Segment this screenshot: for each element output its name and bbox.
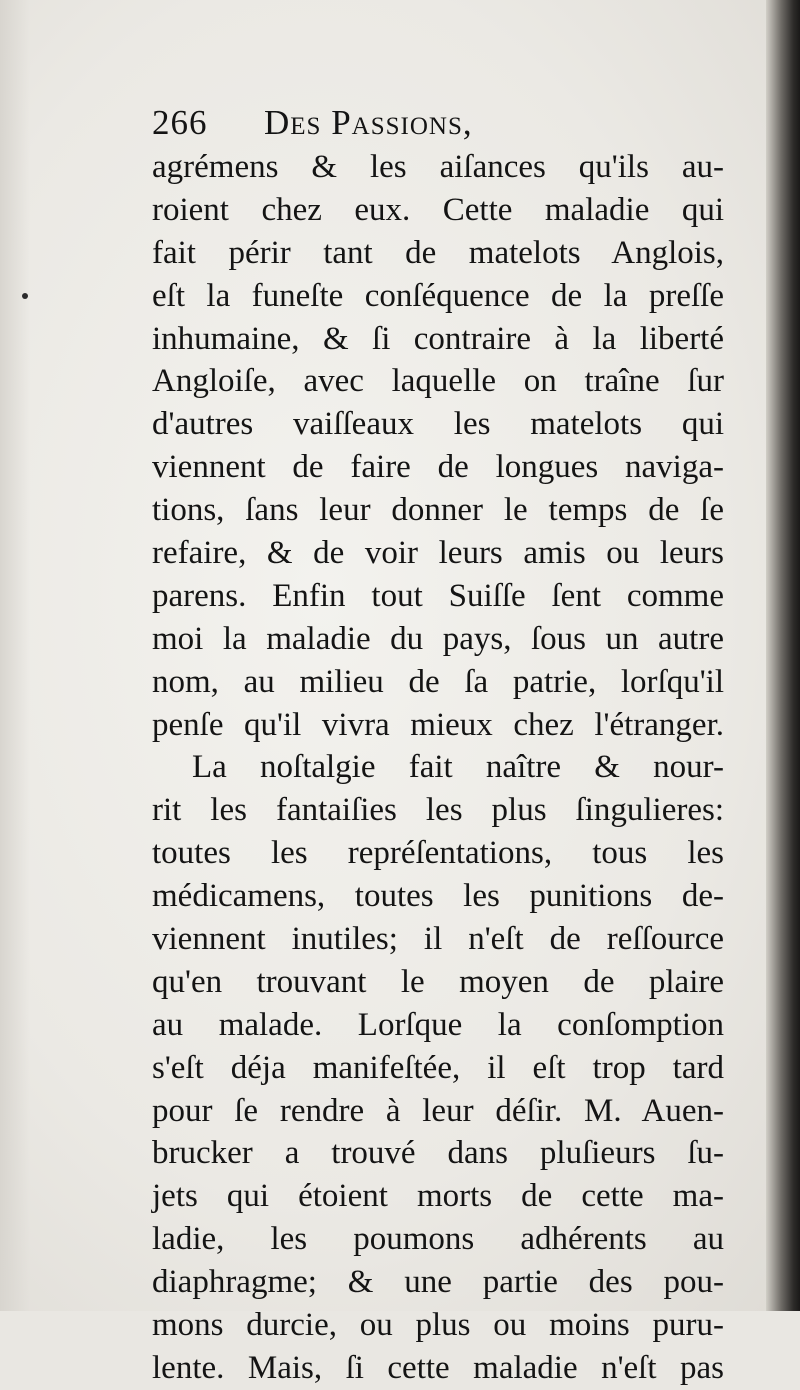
- text-line: ladie, les poumons adhérents au: [152, 1221, 724, 1258]
- text-line: brucker a trouvé dans pluſieurs ſu-: [152, 1135, 724, 1172]
- text-line: moi la maladie du pays, ſous un autre: [152, 620, 724, 657]
- paragraph-start-line: La noſtalgie fait naître & nour-: [192, 749, 724, 786]
- text-line: viennent inutiles; il n'eſt de reſſource: [152, 921, 724, 958]
- text-line: fait périr tant de matelots Anglois,: [152, 234, 724, 271]
- text-line: inhumaine, & ſi contraire à la liberté: [152, 320, 724, 357]
- text-line: lente. Mais, ſi cette maladie n'eſt pas: [152, 1349, 724, 1386]
- text-line: refaire, & de voir leurs amis ou leurs: [152, 535, 724, 572]
- text-line: nom, au milieu de ſa patrie, lorſqu'il: [152, 663, 724, 700]
- text-line: agrémens & les aiſances qu'ils au-: [152, 149, 724, 185]
- page-number: 266: [152, 103, 208, 142]
- text-line: pour ſe rendre à leur déſir. M. Auen-: [152, 1092, 724, 1129]
- text-line: eſt la funeſte conſéquence de la preſſe: [152, 277, 724, 314]
- text-line: rit les fantaiſies les plus ſingulieres:: [152, 792, 724, 829]
- binding-gutter: [766, 0, 800, 1311]
- text-line: au malade. Lorſque la conſomption: [152, 1006, 724, 1043]
- running-title: Des Passions,: [264, 103, 473, 142]
- running-head: [152, 100, 724, 146]
- text-line: mons durcie, ou plus ou moins puru-: [152, 1307, 724, 1344]
- ink-speck: [22, 293, 28, 299]
- text-line: viennent de faire de longues naviga-: [152, 449, 724, 486]
- text-line: diaphragme; & une partie des pou-: [152, 1264, 724, 1301]
- text-line: jets qui étoient morts de cette ma-: [152, 1178, 724, 1215]
- text-line: qu'en trouvant le moyen de plaire: [152, 963, 724, 1000]
- text-line: Angloiſe, avec laquelle on traîne ſur: [152, 363, 724, 400]
- text-line: roient chez eux. Cette maladie qui: [152, 191, 724, 228]
- text-line: tions, ſans leur donner le temps de ſe: [152, 492, 724, 529]
- text-line: toutes les repréſentations, tous les: [152, 835, 724, 872]
- text-block: [152, 100, 724, 1390]
- page-edge-shadow: [0, 0, 30, 1311]
- text-line: s'eſt déja manifeſtée, il eſt trop tard: [152, 1049, 724, 1086]
- text-line: parens. Enfin tout Suiſſe ſent comme: [152, 577, 724, 614]
- text-line: médicamens, toutes les punitions de-: [152, 878, 724, 915]
- text-line: penſe qu'il vivra mieux chez l'étranger.: [152, 706, 724, 743]
- text-line: d'autres vaiſſeaux les matelots qui: [152, 406, 724, 443]
